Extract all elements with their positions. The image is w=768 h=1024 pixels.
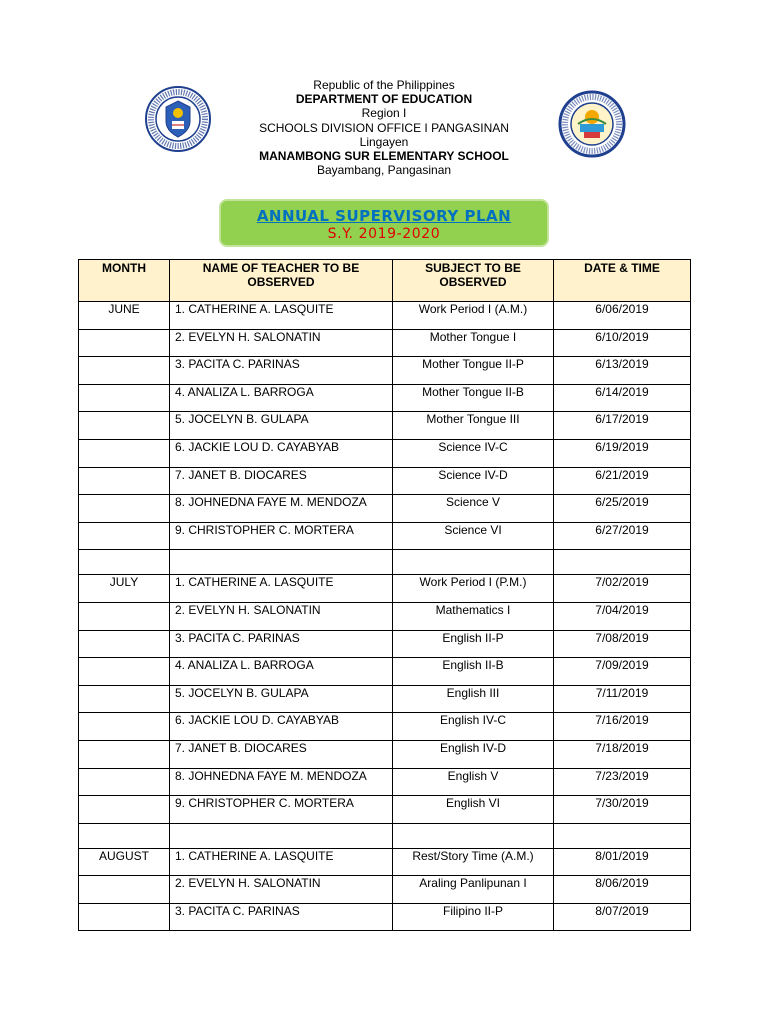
subject-cell: English VI xyxy=(393,796,554,824)
table-row-spacer xyxy=(79,550,691,575)
date-cell: 7/04/2019 xyxy=(554,602,691,630)
table-row xyxy=(79,384,691,412)
table-row xyxy=(79,630,691,658)
teacher-name-cell: 6. JACKIE LOU D. CAYABYAB xyxy=(170,439,393,467)
month-cell xyxy=(79,768,170,796)
subject-cell: Mother Tongue III xyxy=(393,412,554,440)
date-cell xyxy=(554,550,691,575)
teacher-name-cell: 1. CATHERINE A. LASQUITE xyxy=(170,302,393,330)
table-row xyxy=(79,740,691,768)
month-cell: JULY xyxy=(79,575,170,603)
teacher-name-cell: 6. JACKIE LOU D. CAYABYAB xyxy=(170,713,393,741)
date-cell: 7/08/2019 xyxy=(554,630,691,658)
table-header-row xyxy=(79,260,691,302)
month-cell xyxy=(79,630,170,658)
subject-cell xyxy=(393,823,554,848)
subject-cell: Araling Panlipunan I xyxy=(393,876,554,904)
month-cell xyxy=(79,550,170,575)
deped-seal-logo xyxy=(144,85,212,153)
table-row xyxy=(79,848,691,876)
header-line-division: SCHOOLS DIVISION OFFICE I PANGASINAN xyxy=(259,120,509,135)
teacher-name-cell: 4. ANALIZA L. BARROGA xyxy=(170,384,393,412)
month-cell xyxy=(79,329,170,357)
month-cell xyxy=(79,384,170,412)
month-cell xyxy=(79,903,170,931)
date-cell xyxy=(554,823,691,848)
header-line-city: Lingayen xyxy=(359,134,409,149)
teacher-name-cell: 5. JOCELYN B. GULAPA xyxy=(170,685,393,713)
header-subject: SUBJECT TO BE OBSERVED xyxy=(393,260,554,302)
date-cell: 6/14/2019 xyxy=(554,384,691,412)
teacher-name-cell xyxy=(170,550,393,575)
teacher-name-cell: 3. PACITA C. PARINAS xyxy=(170,630,393,658)
header-teacher-name: NAME OF TEACHER TO BE OBSERVED xyxy=(170,260,393,302)
month-cell xyxy=(79,713,170,741)
month-cell xyxy=(79,495,170,523)
teacher-name-cell: 7. JANET B. DIOCARES xyxy=(170,467,393,495)
date-cell: 6/06/2019 xyxy=(554,302,691,330)
document-title: ANNUAL SUPERVISORY PLAN xyxy=(256,207,512,225)
date-cell: 7/02/2019 xyxy=(554,575,691,603)
table-row xyxy=(79,575,691,603)
teacher-name-cell: 1. CATHERINE A. LASQUITE xyxy=(170,848,393,876)
month-cell xyxy=(79,796,170,824)
month-cell xyxy=(79,658,170,686)
month-cell xyxy=(79,439,170,467)
table-row xyxy=(79,522,691,550)
subject-cell: Mother Tongue II-P xyxy=(393,357,554,385)
table-row xyxy=(79,876,691,904)
table-row xyxy=(79,903,691,931)
teacher-name-cell: 7. JANET B. DIOCARES xyxy=(170,740,393,768)
school-year: S.Y. 2019-2020 xyxy=(327,226,441,242)
header-line-address: Bayambang, Pangasinan xyxy=(316,163,452,178)
teacher-name-cell: 4. ANALIZA L. BARROGA xyxy=(170,658,393,686)
table-body xyxy=(79,302,691,931)
table-row xyxy=(79,713,691,741)
supervisory-plan-table xyxy=(78,259,691,931)
title-banner xyxy=(219,199,549,247)
date-cell: 6/17/2019 xyxy=(554,412,691,440)
subject-cell: Filipino II-P xyxy=(393,903,554,931)
header-line-school: MANAMBONG SUR ELEMENTARY SCHOOL xyxy=(259,149,509,164)
subject-cell: English II-B xyxy=(393,658,554,686)
table-row xyxy=(79,602,691,630)
table-row xyxy=(79,329,691,357)
letterhead xyxy=(0,78,768,177)
table-row xyxy=(79,439,691,467)
subject-cell: English IV-D xyxy=(393,740,554,768)
date-cell: 7/23/2019 xyxy=(554,768,691,796)
month-cell xyxy=(79,876,170,904)
teacher-name-cell: 5. JOCELYN B. GULAPA xyxy=(170,412,393,440)
teacher-name-cell: 3. PACITA C. PARINAS xyxy=(170,903,393,931)
header-line-region: Region I xyxy=(361,106,407,121)
subject-cell: Science V xyxy=(393,495,554,523)
subject-cell: English V xyxy=(393,768,554,796)
teacher-name-cell: 3. PACITA C. PARINAS xyxy=(170,357,393,385)
teacher-name-cell: 2. EVELYN H. SALONATIN xyxy=(170,602,393,630)
subject-cell xyxy=(393,550,554,575)
date-cell: 7/11/2019 xyxy=(554,685,691,713)
date-cell: 6/21/2019 xyxy=(554,467,691,495)
subject-cell: Science IV-C xyxy=(393,439,554,467)
month-cell: JUNE xyxy=(79,302,170,330)
subject-cell: English IV-C xyxy=(393,713,554,741)
table-row xyxy=(79,768,691,796)
table-row xyxy=(79,495,691,523)
month-cell xyxy=(79,357,170,385)
subject-cell: English II-P xyxy=(393,630,554,658)
date-cell: 7/30/2019 xyxy=(554,796,691,824)
date-cell: 6/10/2019 xyxy=(554,329,691,357)
teacher-name-cell: 2. EVELYN H. SALONATIN xyxy=(170,876,393,904)
month-cell: AUGUST xyxy=(79,848,170,876)
table-row xyxy=(79,796,691,824)
header-line-republic: Republic of the Philippines xyxy=(313,78,455,92)
table-row xyxy=(79,357,691,385)
header-month: MONTH xyxy=(79,260,170,302)
table-row xyxy=(79,658,691,686)
month-cell xyxy=(79,740,170,768)
subject-cell: Science IV-D xyxy=(393,467,554,495)
sdo-pangasinan-seal-logo xyxy=(558,90,626,158)
subject-cell: Rest/Story Time (A.M.) xyxy=(393,848,554,876)
date-cell: 7/09/2019 xyxy=(554,658,691,686)
subject-cell: English III xyxy=(393,685,554,713)
teacher-name-cell: 9. CHRISTOPHER C. MORTERA xyxy=(170,796,393,824)
date-cell: 6/27/2019 xyxy=(554,522,691,550)
table-row xyxy=(79,467,691,495)
month-cell xyxy=(79,823,170,848)
header-line-department: DEPARTMENT OF EDUCATION xyxy=(295,92,473,107)
table-row-spacer xyxy=(79,823,691,848)
table-row xyxy=(79,412,691,440)
month-cell xyxy=(79,602,170,630)
table-row xyxy=(79,302,691,330)
teacher-name-cell: 8. JOHNEDNA FAYE M. MENDOZA xyxy=(170,768,393,796)
date-cell: 6/19/2019 xyxy=(554,439,691,467)
date-cell: 8/01/2019 xyxy=(554,848,691,876)
date-cell: 6/25/2019 xyxy=(554,495,691,523)
subject-cell: Work Period I (P.M.) xyxy=(393,575,554,603)
teacher-name-cell: 9. CHRISTOPHER C. MORTERA xyxy=(170,522,393,550)
month-cell xyxy=(79,522,170,550)
date-cell: 6/13/2019 xyxy=(554,357,691,385)
subject-cell: Mother Tongue II-B xyxy=(393,384,554,412)
subject-cell: Work Period I (A.M.) xyxy=(393,302,554,330)
teacher-name-cell xyxy=(170,823,393,848)
date-cell: 8/06/2019 xyxy=(554,876,691,904)
date-cell: 7/16/2019 xyxy=(554,713,691,741)
subject-cell: Mother Tongue I xyxy=(393,329,554,357)
date-cell: 7/18/2019 xyxy=(554,740,691,768)
header-date-time: DATE & TIME xyxy=(554,260,691,302)
month-cell xyxy=(79,685,170,713)
teacher-name-cell: 1. CATHERINE A. LASQUITE xyxy=(170,575,393,603)
month-cell xyxy=(79,412,170,440)
subject-cell: Science VI xyxy=(393,522,554,550)
subject-cell: Mathematics I xyxy=(393,602,554,630)
teacher-name-cell: 2. EVELYN H. SALONATIN xyxy=(170,329,393,357)
table-row xyxy=(79,685,691,713)
month-cell xyxy=(79,467,170,495)
date-cell: 8/07/2019 xyxy=(554,903,691,931)
teacher-name-cell: 8. JOHNEDNA FAYE M. MENDOZA xyxy=(170,495,393,523)
